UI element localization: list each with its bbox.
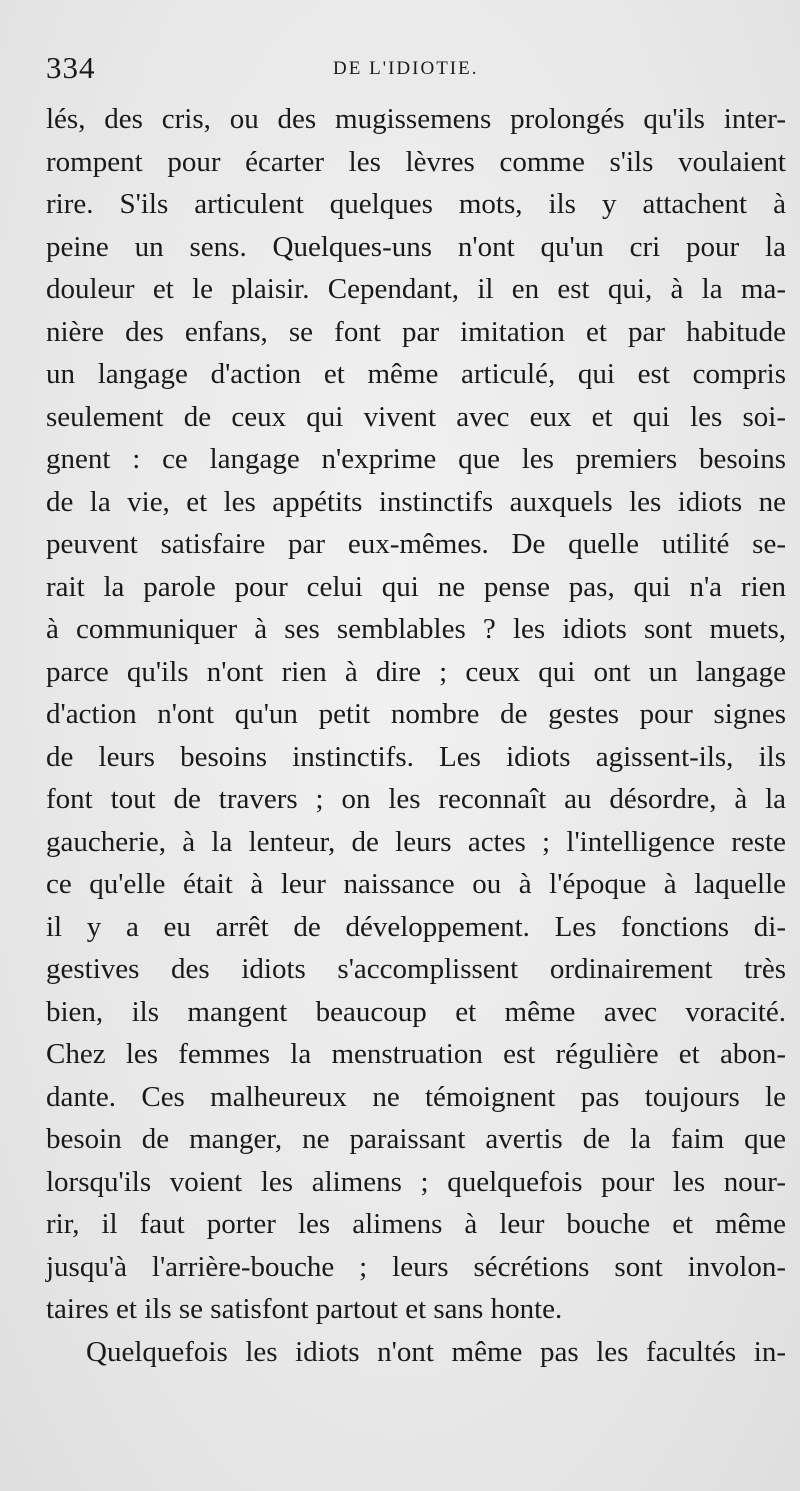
text-line: parce qu'ils n'ont rien à dire ; ceux qui ont un langage: [46, 655, 786, 688]
text-line: lés, des cris, ou des mugissemens prolongés qu'ils inter-: [46, 103, 786, 135]
running-head: DE L'IDIOTIE.: [333, 58, 479, 79]
text-line: rir, il faut porter les alimens à leur bouche et même: [46, 1208, 786, 1240]
text-line: seulement de ceux qui vivent avec eux et qui les soi-: [46, 400, 786, 433]
paragraph-2: [46, 1331, 786, 1374]
text-line: jusqu'à l'arrière-bouche ; leurs sécrétions sont involon-: [46, 1250, 786, 1283]
text-line: peine un sens. Quelques-uns n'ont qu'un cri pour la: [46, 230, 786, 263]
text-line: à communiquer à ses semblables ? les idiots sont muets,: [46, 613, 786, 645]
text-line: font tout de travers ; on les reconnaît au désordre, à la: [46, 783, 786, 815]
text-line: dante. Ces malheureux ne témoignent pas toujours le: [46, 1080, 786, 1113]
body-text: [46, 98, 786, 1373]
text-line: Quelquefois les idiots n'ont même pas les facultés in-: [86, 1335, 786, 1368]
text-line: gaucherie, à la lenteur, de leurs actes ; l'intelligence reste: [46, 825, 786, 858]
text-line: un langage d'action et même articulé, qui est compris: [46, 358, 786, 390]
text-line: gnent : ce langage n'exprime que les premiers besoins: [46, 443, 786, 475]
text-line: Chez les femmes la menstruation est régulière et abon-: [46, 1038, 786, 1070]
paragraph-1: [46, 98, 786, 1331]
text-line: rire. S'ils articulent quelques mots, ils y attachent à: [46, 188, 786, 220]
text-line: bien, ils mangent beaucoup et même avec voracité.: [46, 995, 786, 1028]
text-line: douleur et le plaisir. Cependant, il en est qui, à la ma-: [46, 273, 786, 305]
text-line: rait la parole pour celui qui ne pense pas, qui n'a rien: [46, 570, 786, 603]
text-line: lorsqu'ils voient les alimens ; quelquefois pour les nour-: [46, 1165, 786, 1198]
page-header: [46, 44, 786, 94]
text-line: gestives des idiots s'accomplissent ordinairement très: [46, 953, 786, 985]
text-line: de la vie, et les appétits instinctifs auxquels les idiots ne: [46, 485, 786, 518]
page-number: 334: [46, 50, 96, 85]
text-line: peuvent satisfaire par eux-mêmes. De quelle utilité se-: [46, 528, 786, 560]
text-line: d'action n'ont qu'un petit nombre de gestes pour signes: [46, 698, 786, 730]
text-line: nière des enfans, se font par imitation et par habitude: [46, 315, 786, 348]
text-line: rompent pour écarter les lèvres comme s'ils voulaient: [46, 145, 786, 178]
text-line: besoin de manger, ne paraissant avertis de la faim que: [46, 1123, 786, 1155]
text-line: ce qu'elle était à leur naissance ou à l'époque à laquelle: [46, 868, 786, 900]
text-line: taires et ils se satisfont partout et sans honte.: [46, 1293, 563, 1325]
text-line: de leurs besoins instinctifs. Les idiots agissent-ils, ils: [46, 740, 786, 773]
text-line: il y a eu arrêt de développement. Les fonctions di-: [46, 910, 786, 943]
